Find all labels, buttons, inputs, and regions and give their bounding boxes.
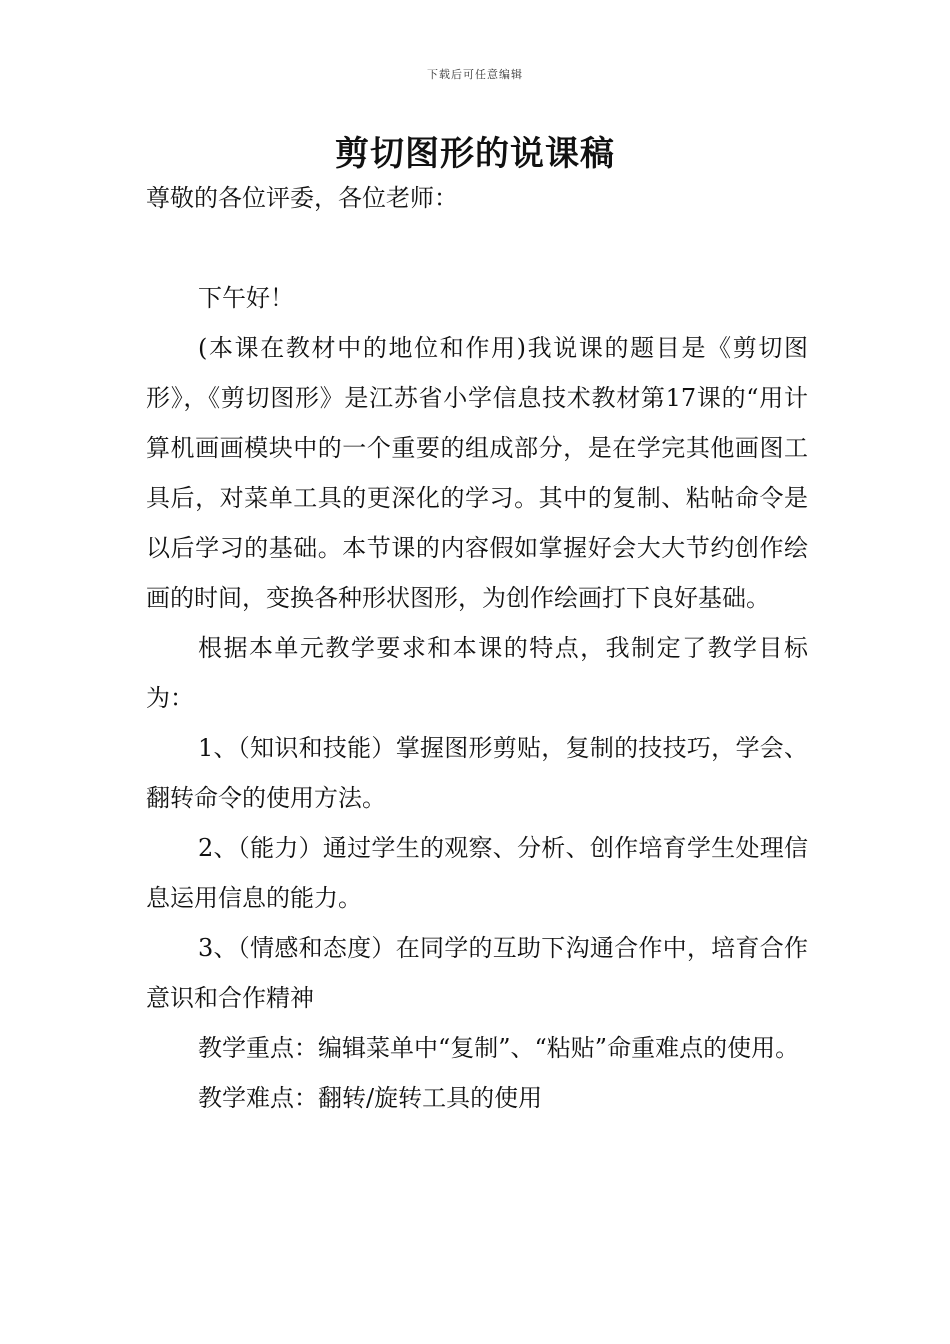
paragraph-role: (本课在教材中的地位和作用)我说课的题目是《剪切图形》，《剪切图形》是江苏省小学信息技术教材第17课的“用计算机画画模块中的一个重要的组成部分，是在学完其他画图工具后，对菜单工具的更深化的学习。其中的复制、粘帖命令是以后学习的基础。本节课的内容假如掌握好会大大节约创作绘画的时间，变换各种形状图形，为创作绘画打下良好基础。 — [146, 334, 808, 612]
salutation: 尊敬的各位评委，各位老师： — [146, 184, 458, 212]
paragraph-key-points: 教学重点：编辑菜单中“复制”、“粘贴”命重难点的使用。 — [198, 1034, 800, 1062]
salutation-block — [146, 173, 808, 223]
paragraph-objective-2: 2、（能力）通过学生的观察、分析、创作培育学生处理信息运用信息的能力。 — [146, 834, 808, 912]
paragraph-difficulties: 教学难点：翻转/旋转工具的使用 — [198, 1084, 543, 1112]
paragraph-objective-3: 3、（情感和态度）在同学的互助下沟通合作中，培育合作意识和合作精神 — [146, 934, 808, 1012]
greeting: 下午好！ — [198, 284, 294, 312]
document-body — [146, 273, 808, 1123]
paragraph-objectives-intro: 根据本单元教学要求和本课的特点，我制定了教学目标为： — [146, 634, 808, 712]
document-title: 剪切图形的说课稿 — [335, 134, 615, 174]
paragraph-objective-1: 1、（知识和技能）掌握图形剪贴，复制的技技巧，学会、翻转命令的使用方法。 — [146, 734, 808, 812]
header-note: 下载后可任意编辑 — [427, 68, 523, 81]
